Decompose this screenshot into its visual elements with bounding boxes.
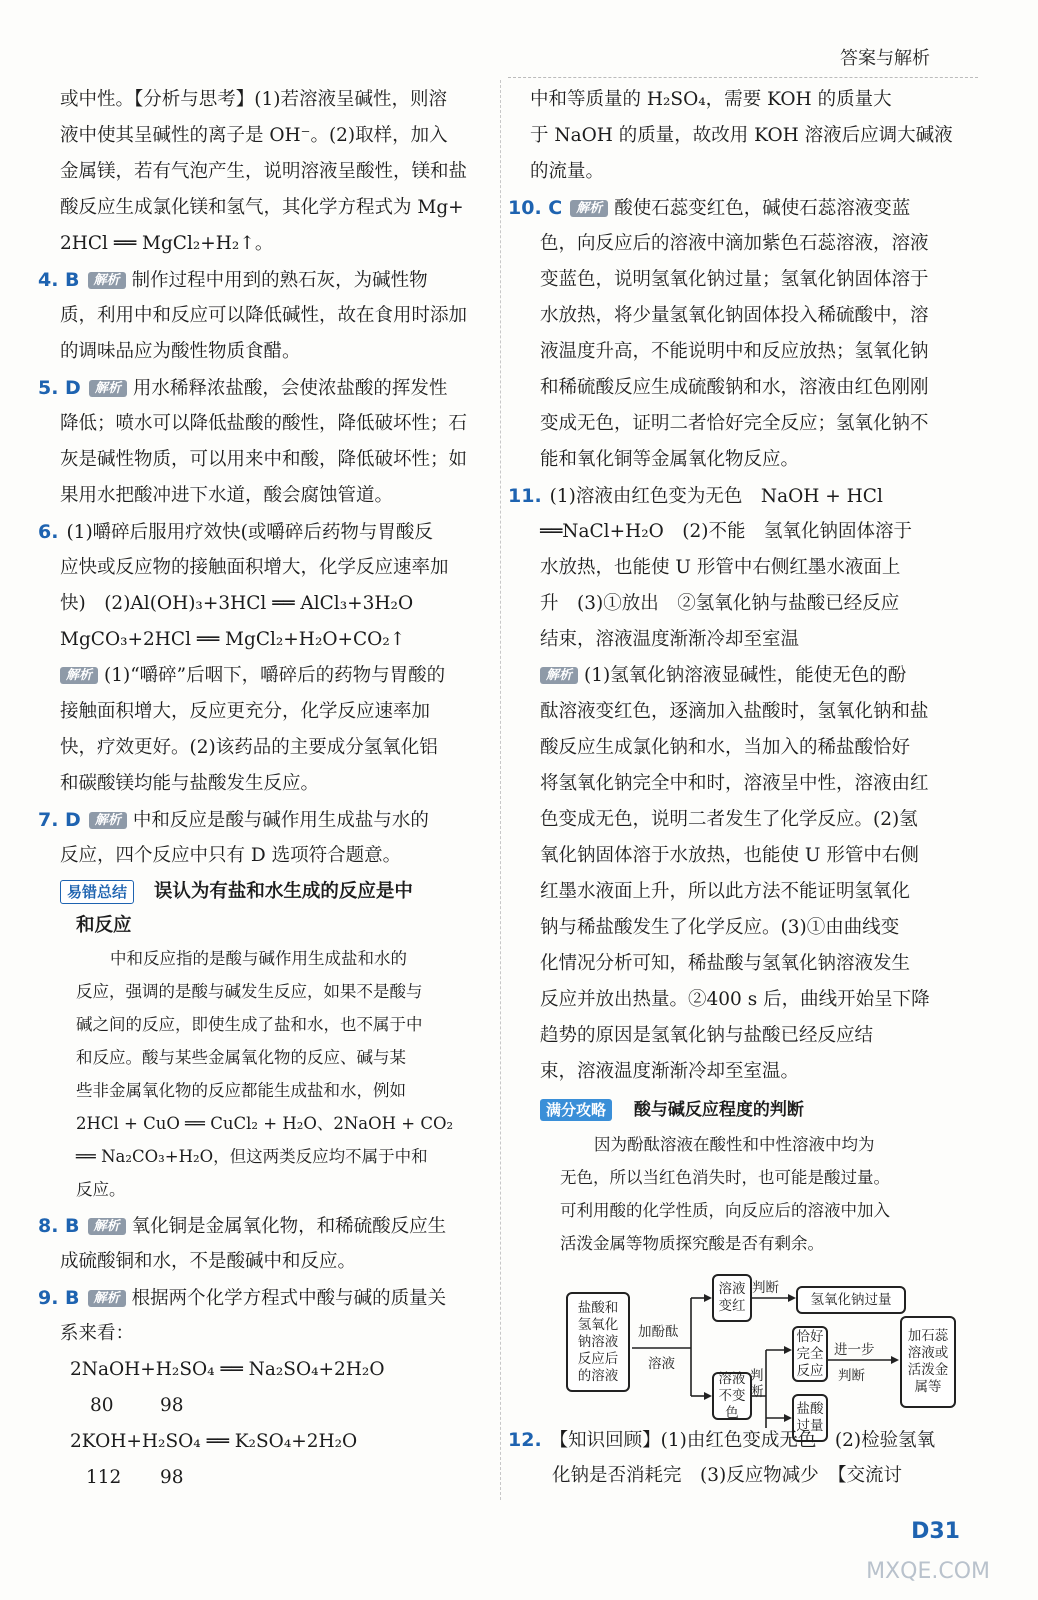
text-line: 或中性。【分析与思考】(1)若溶液呈碱性，则溶 [60, 89, 447, 110]
flow-nochange-box: 溶液不变色 [712, 1372, 752, 1420]
mass-value: 80 [90, 1395, 114, 1416]
answer-text: 根据两个化学方程式中酸与碱的质量关 [131, 1288, 447, 1309]
page-number: D31 [911, 1519, 960, 1544]
text-line: 降低；喷水可以降低盐酸的酸性，降低破坏性；石 [60, 413, 468, 434]
strategy-title: 酸与碱反应程度的判断 [633, 1100, 804, 1120]
text-line: 反应并放出热量。②400 s 后，曲线开始呈下降 [540, 989, 930, 1010]
text-line: 液温度升高，不能说明中和反应放热；氢氧化钠 [540, 341, 929, 362]
summary-title: 误认为有盐和水生成的反应是中 [153, 881, 413, 902]
question-number: 10. C [508, 197, 563, 219]
flow-metal-box: 加石蕊溶液或活泼金属等 [900, 1316, 956, 1408]
flow-label: 加酚酞 [638, 1324, 679, 1340]
strategy-tag: 满分攻略 [540, 1099, 612, 1121]
q4-line [38, 263, 428, 298]
flow-label: 溶液 [648, 1356, 675, 1372]
text-line: 于 NaOH 的质量，故改用 KOH 溶液后应调大碱液 [530, 125, 953, 146]
text-line: 酸反应生成氯化镁和氢气，其化学方程式为 Mg+ [60, 197, 464, 218]
text-line: 质，利用中和反应可以降低碱性，故在食用时添加 [60, 305, 468, 326]
text-line: 的流量。 [530, 161, 605, 182]
text-line: 水放热，将少量氢氧化钠固体投入稀硫酸中，溶 [540, 305, 929, 326]
text-line: ══NaCl+H₂O (2)不能 氢氧化钠固体溶于 [540, 521, 912, 542]
text-line: 酸反应生成氯化钠和水，当加入的稀盐酸恰好 [540, 737, 911, 758]
q8-line [38, 1209, 446, 1244]
summary-title-cont: 和反应 [76, 915, 132, 936]
flow-exact-box: 恰好完全反应 [792, 1326, 828, 1382]
error-summary-tag: 易错总结 [60, 880, 134, 904]
answer-text: 中和反应是酸与碱作用生成盐与水的 [132, 810, 429, 831]
text-line: 2HCl ══ MgCl₂+H₂↑。 [60, 233, 274, 254]
text-line: 接触面积增大，反应更充分，化学反应速率加 [60, 701, 431, 722]
analysis-line [60, 659, 445, 693]
equation: 2KOH+H₂SO₄ ══ K₂SO₄+2H₂O [70, 1431, 358, 1452]
flow-excess-box: 氢氧化钠过量 [796, 1286, 906, 1314]
answer-text: (1)嚼碎后服用疗效快(或嚼碎后药物与胃酸反 [66, 522, 433, 543]
watermark: MXQE.COM [866, 1559, 990, 1584]
analysis-tag: 解析 [60, 667, 98, 684]
header-divider [508, 77, 978, 78]
q5-line [38, 371, 447, 406]
text-line: 中和等质量的 H₂SO₄，需要 KOH 的质量大 [530, 89, 892, 110]
strategy-line: 可利用酸的化学性质，向反应后的溶液中加入 [560, 1201, 890, 1220]
mass-value: 112 [86, 1467, 122, 1488]
summary-line: ══ Na₂CO₃+H₂O，但这两类反应均不属于中和 [76, 1147, 428, 1166]
text-line: 系来看： [60, 1323, 135, 1344]
analysis-tag: 解析 [88, 1290, 126, 1307]
answer-text: 制作过程中用到的熟石灰，为碱性物 [131, 270, 428, 291]
text-line: 结束，溶液温度渐渐冷却至室温 [540, 629, 800, 650]
analysis-tag: 解析 [89, 812, 127, 829]
summary-line: 些非金属氧化物的反应都能生成盐和水，例如 [76, 1081, 406, 1100]
strategy-line: 无色，所以当红色消失时，也可能是酸过量。 [560, 1168, 890, 1187]
answer-text: 氧化铜是金属氧化物，和稀硫酸反应生 [131, 1216, 447, 1237]
analysis-tag: 解析 [89, 380, 127, 397]
text-line: 色变成无色，说明二者发生了化学反应。(2)氢 [540, 809, 918, 830]
equation: 2NaOH+H₂SO₄ ══ Na₂SO₄+2H₂O [70, 1359, 385, 1380]
text-line: 快，疗效更好。(2)该药品的主要成分氢氧化铝 [60, 737, 438, 758]
answer-text: 用水稀释浓盐酸，会使浓盐酸的挥发性 [132, 378, 448, 399]
analysis-line [540, 659, 906, 693]
question-number: 8. B [38, 1215, 80, 1237]
text-line: 水放热，也能使 U 形管中右侧红墨水液面上 [540, 557, 901, 578]
summary-line: 2HCl + CuO ══ CuCl₂ + H₂O、2NaOH + CO₂ [76, 1114, 454, 1133]
summary-line: 反应，强调的是酸与碱发生反应，如果不是酸与 [76, 982, 423, 1001]
flow-label: 判断 [752, 1280, 779, 1296]
q7-line [38, 803, 429, 838]
text-line: 的调味品应为酸性物质食醋。 [60, 341, 301, 362]
text-line: 果用水把酸冲进下水道，酸会腐蚀管道。 [60, 485, 394, 506]
text-line: 成硫酸铜和水，不是酸碱中和反应。 [60, 1251, 357, 1272]
answer-text: 酸使石蕊变红色，碱使石蕊溶液变蓝 [614, 198, 911, 219]
flow-label: 判断 [750, 1368, 764, 1400]
text-line: 金属镁，若有气泡产生，说明溶液呈酸性，镁和盐 [60, 161, 468, 182]
text-line: 和碳酸镁均能与盐酸发生反应。 [60, 773, 320, 794]
text-line: 色，向反应后的溶液中滴加紫色石蕊溶液，溶液 [540, 233, 929, 254]
strategy-line: 活泼金属等物质探究酸是否有剩余。 [560, 1234, 824, 1253]
header-title: 答案与解析 [840, 48, 930, 69]
text-line: 升 (3)①放出 ②氢氧化钠与盐酸已经反应 [540, 593, 900, 614]
summary-line: 中和反应指的是酸与碱作用生成盐和水的 [110, 949, 407, 968]
q6-line [38, 515, 433, 550]
text-line: 变蓝色，说明氢氧化钠过量；氢氧化钠固体溶于 [540, 269, 929, 290]
strategy-header [540, 1093, 804, 1127]
text-line: 化情况分析可知，稀盐酸与氢氧化钠溶液发生 [540, 953, 911, 974]
column-divider [500, 80, 501, 1500]
strategy-line: 因为酚酞溶液在酸性和中性溶液中均为 [594, 1135, 875, 1154]
text-line: 快) (2)Al(OH)₃+3HCl ══ AlCl₃+3H₂O [60, 593, 414, 614]
text-line: 应快或反应物的接触面积增大，化学反应速率加 [60, 557, 449, 578]
summary-line: 和反应。酸与某些金属氧化物的反应、碱与某 [76, 1048, 406, 1067]
summary-line: 碱之间的反应，即使生成了盐和水，也不属于中 [76, 1015, 423, 1034]
analysis-tag: 解析 [540, 667, 578, 684]
q12-line [508, 1423, 935, 1458]
question-number: 9. B [38, 1287, 80, 1309]
analysis-tag: 解析 [88, 1218, 126, 1235]
text-line: 束，溶液温度渐渐冷却至室温。 [540, 1061, 800, 1082]
question-number: 4. B [38, 269, 80, 291]
question-number: 5. D [38, 377, 81, 399]
q11-line [508, 479, 883, 514]
text-line: 能和氧化铜等金属氧化物反应。 [540, 449, 800, 470]
analysis-text: (1)氢氧化钠溶液显碱性，能使无色的酚 [584, 665, 907, 686]
answer-text: 【知识回顾】(1)由红色变成无色 (2)检验氢氧 [549, 1430, 936, 1451]
text-line: 酞溶液变红色，逐滴加入盐酸时，氢氧化钠和盐 [540, 701, 929, 722]
summary-line: 反应。 [76, 1180, 126, 1199]
text-line: 变成无色，证明二者恰好完全反应；氢氧化钠不 [540, 413, 929, 434]
text-line: MgCO₃+2HCl ══ MgCl₂+H₂O+CO₂↑ [60, 629, 406, 650]
question-number: 6. [38, 521, 59, 543]
flow-red-box: 溶液变红 [712, 1274, 752, 1322]
question-number: 7. D [38, 809, 81, 831]
summary-header [60, 875, 413, 909]
analysis-text: (1)“嚼碎”后咽下，嚼碎后的药物与胃酸的 [104, 665, 446, 686]
q9-line [38, 1281, 446, 1316]
text-line: 红墨水液面上升，所以此方法不能证明氢氧化 [540, 881, 911, 902]
text-line: 灰是碱性物质，可以用来中和酸，降低破坏性；如 [60, 449, 468, 470]
q10-line [508, 191, 910, 226]
analysis-tag: 解析 [570, 200, 608, 217]
mass-value: 98 [160, 1395, 184, 1416]
text-line: 和稀硫酸反应生成硫酸钠和水，溶液由红色刚刚 [540, 377, 929, 398]
text-line: 氧化钠固体溶于水放热，也能使 U 形管中右侧 [540, 845, 919, 866]
flow-start-box: 盐酸和氢氧化钠溶液反应后的溶液 [566, 1292, 630, 1392]
question-number: 12. [508, 1429, 542, 1451]
text-line: 将氢氧化钠完全中和时，溶液呈中性，溶液由红 [540, 773, 929, 794]
flow-label: 判断 [838, 1368, 865, 1384]
text-line: 液中使其呈碱性的离子是 OH⁻。(2)取样，加入 [60, 125, 448, 146]
question-number: 11. [508, 485, 542, 507]
flowchart [566, 1268, 966, 1434]
text-line: 化钠是否消耗完 (3)反应物减少 【交流讨 [552, 1465, 902, 1486]
text-line: 钠与稀盐酸发生了化学反应。(3)①由曲线变 [540, 917, 900, 938]
text-line: 趋势的原因是氢氧化钠与盐酸已经反应结 [540, 1025, 874, 1046]
flow-label: 进一步 [834, 1342, 875, 1358]
mass-value: 98 [160, 1467, 184, 1488]
answer-text: (1)溶液由红色变为无色 NaOH + HCl [549, 486, 883, 507]
flow-acid-box: 盐酸过量 [792, 1394, 828, 1442]
text-line: 反应，四个反应中只有 D 选项符合题意。 [60, 845, 402, 866]
analysis-tag: 解析 [88, 272, 126, 289]
